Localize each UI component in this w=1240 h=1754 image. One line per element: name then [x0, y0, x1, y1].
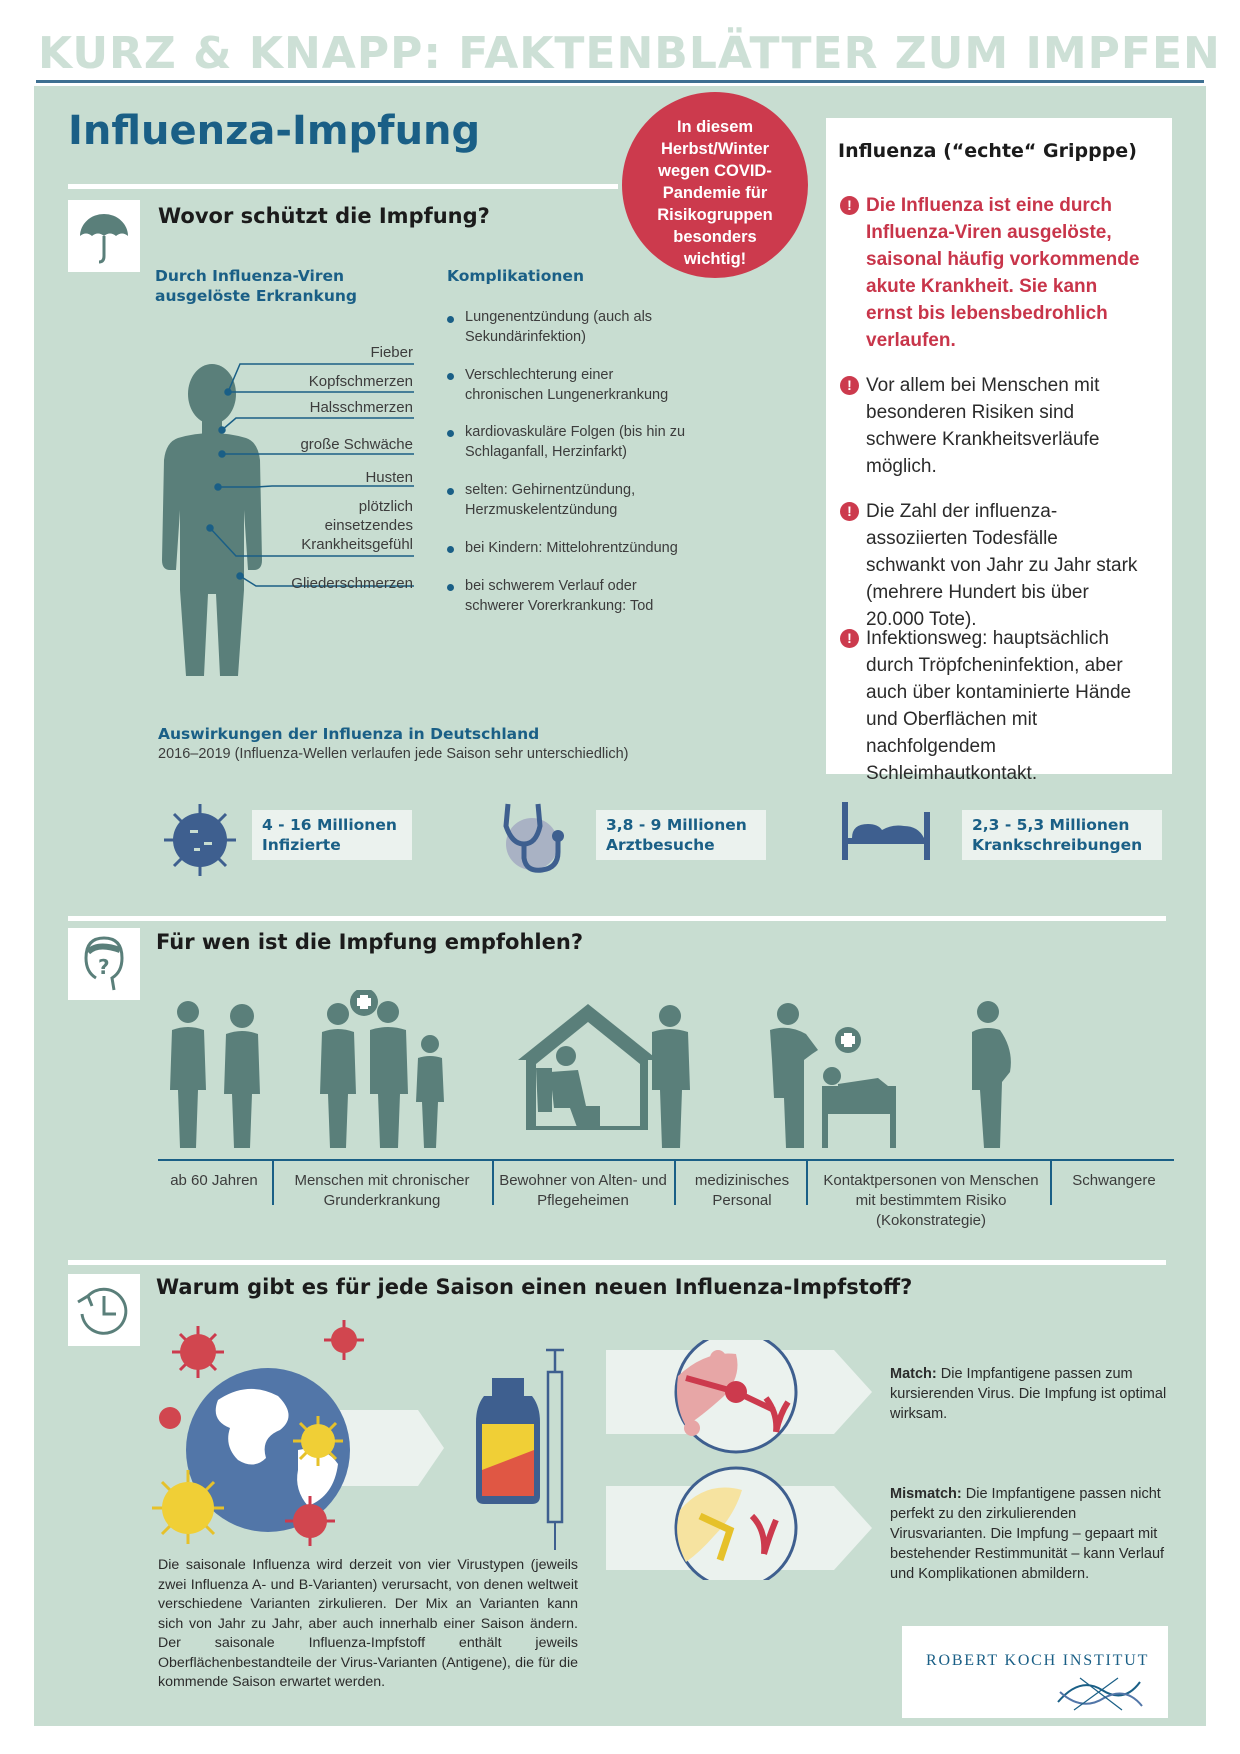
symptom-label: Husten [365, 469, 413, 486]
target-group-label: Bewohner von Alten- und Pflegeheimen [499, 1172, 667, 1209]
symptom-label: Fieber [370, 344, 413, 361]
season-paragraph: Die saisonale Influenza wird derzeit von vier Virustypen (jeweils zwei Influenza A- und B-Varianten) verursacht, von denen weltweit verschiedene Varianten zirkulieren. Der Mix an Varianten kann sich von Jahr zu Jahr, aber auch innerhalb einer Saison ändern. Der saisonale Influenza-Impfstoff enthält jeweils Oberflächenbestandteile der Virus-Varianten (Antigene), die für die kommende Saison erwartet werden. [158, 1557, 578, 1690]
person-question-icon-box [68, 928, 140, 1000]
target-group-label: Menschen mit chronischer Grunderkrankung [294, 1172, 470, 1209]
virus-icon [160, 800, 240, 880]
bullet [447, 488, 454, 495]
covid-notice-badge [622, 92, 808, 278]
exclamation-icon: ! [840, 629, 859, 648]
symptom-label: Kopfschmerzen [308, 373, 413, 390]
mismatch-description: Die Impfantigene passen nicht perfekt zu den zirkulierenden Virusvarianten. Die Impfung – gepaart mit bestehender Restimmunität – kann Verlauf und Komplikationen abmildern. [890, 1486, 1165, 1582]
page-title: Influenza-Impfung [68, 108, 481, 154]
divider [68, 184, 618, 189]
match-description: Die Impfantigene passen zum kursierenden Virus. Die Impfung ist optimal wirksam. [890, 1366, 1167, 1422]
bullet [447, 584, 454, 591]
complication-item: Verschlechterung einer chronischen Lungenerkrankung [465, 367, 669, 403]
clock-icon-box [68, 1274, 140, 1346]
svg-text:?: ? [98, 955, 110, 979]
match-label: Match: [890, 1366, 937, 1382]
divider [68, 1260, 1166, 1265]
complication-item: bei schwerem Verlauf oder schwerer Vorerkrankung: Tod [465, 578, 654, 614]
globe-virus-illustration [148, 1320, 588, 1560]
stat-value: 4 - 16 Millionen [262, 816, 397, 834]
masthead: KURZ & KNAPP: FAKTENBLÄTTER ZUM IMPFEN [38, 28, 1221, 79]
target-group-label: Schwangere [1072, 1172, 1156, 1189]
symptom-label: plötzlich einsetzendes Krankheitsgefühl [301, 498, 413, 553]
stat-label: Arztbesuche [606, 836, 715, 854]
stat-box-infected [252, 810, 412, 860]
stat-value: 3,8 - 9 Millionen [606, 816, 747, 834]
info-item: Infektionsweg: hauptsächlich durch Tröpfcheninfektion, aber auch über kontaminierte Hände und Oberflächen mit nachfolgendem Schleimhautkontakt. [866, 628, 1132, 784]
masthead-rule [36, 80, 1204, 83]
target-group-label: medizinisches Personal [694, 1172, 790, 1209]
protect-heading: Wovor schützt die Impfung? [158, 204, 490, 228]
season-heading: Warum gibt es für jede Saison einen neuen Influenza-Impfstoff? [156, 1275, 913, 1299]
publisher-name: ROBERT KOCH INSTITUT [926, 1652, 1150, 1669]
target-group-illustrations [158, 990, 1174, 1150]
separator [674, 1161, 676, 1205]
impact-subheading: 2016–2019 (Influenza-Wellen verlaufen jede Saison sehr unterschiedlich) [158, 746, 629, 762]
info-item: Die Influenza ist eine durch Influenza-Viren ausgelöste, saisonal häufig vorkommende akute Krankheit. Sie kann ernst bis lebensbedrohlich verlaufen. [866, 195, 1140, 351]
complication-item: bei Kindern: Mittelohrentzündung [465, 540, 678, 556]
bullet [447, 546, 454, 553]
umbrella-icon-box [68, 200, 140, 272]
separator [492, 1161, 494, 1205]
divider [68, 916, 1166, 921]
separator [806, 1161, 808, 1205]
bullet [447, 430, 454, 437]
bed-icon [838, 798, 934, 864]
complication-item: kardiovaskuläre Folgen (bis hin zu Schlaganfall, Herzinfarkt) [465, 424, 686, 460]
stethoscope-icon [496, 800, 576, 880]
match-mismatch-illustrations [606, 1340, 876, 1580]
umbrella-icon [68, 200, 140, 272]
symptom-label: Halsschmerzen [309, 399, 413, 416]
rki-logo-icon [1054, 1672, 1144, 1716]
stat-label: Krankschreibungen [972, 836, 1143, 854]
exclamation-icon: ! [840, 376, 859, 395]
bullet [447, 373, 454, 380]
mismatch-text [890, 1484, 1170, 1584]
target-groups-rule [158, 1159, 1174, 1161]
separator [1050, 1161, 1052, 1205]
match-text [890, 1364, 1170, 1424]
target-group-label: Kontaktpersonen von Menschen mit bestimmtem Risiko (Kokonstrategie) [823, 1172, 1039, 1229]
mismatch-label: Mismatch: [890, 1486, 962, 1502]
illness-heading: Durch Influenza-Viren ausgelöste Erkrankung [155, 267, 357, 305]
symptom-label: große Schwäche [300, 436, 413, 453]
exclamation-icon: ! [840, 502, 859, 521]
bullet [447, 316, 454, 323]
symptom-label: Gliederschmerzen [291, 575, 413, 592]
complication-item: selten: Gehirnentzündung, Herzmuskelentzündung [465, 482, 636, 518]
stat-value: 2,3 - 5,3 Millionen [972, 816, 1130, 834]
info-item: Vor allem bei Menschen mit besonderen Risiken sind schwere Krankheitsverläufe möglich. [866, 375, 1100, 477]
info-title: Influenza (“echte“ Gripppe) [838, 140, 1137, 162]
stat-box-sick-leave [962, 810, 1162, 860]
person-question-icon [68, 928, 140, 1000]
stat-box-doctor-visits [596, 810, 766, 860]
clock-icon [68, 1274, 140, 1346]
info-item: Die Zahl der influenza-assoziierten Todesfälle schwankt von Jahr zu Jahr stark (mehrere Hundert bis über 20.000 Tote). [866, 501, 1138, 630]
separator [272, 1161, 274, 1205]
complications-heading: Komplikationen [447, 267, 584, 285]
recommend-heading: Für wen ist die Impfung empfohlen? [156, 930, 584, 954]
stat-label: Infizierte [262, 836, 341, 854]
impact-heading: Auswirkungen der Influenza in Deutschland [158, 725, 540, 743]
covid-notice-text: In diesem Herbst/Winter wegen COVID-Pandemie für Risikogruppen besonders wichtig! [657, 118, 773, 268]
target-group-label: ab 60 Jahren [170, 1172, 258, 1189]
exclamation-icon: ! [840, 196, 859, 215]
complication-item: Lungenentzündung (auch als Sekundärinfektion) [465, 309, 653, 345]
